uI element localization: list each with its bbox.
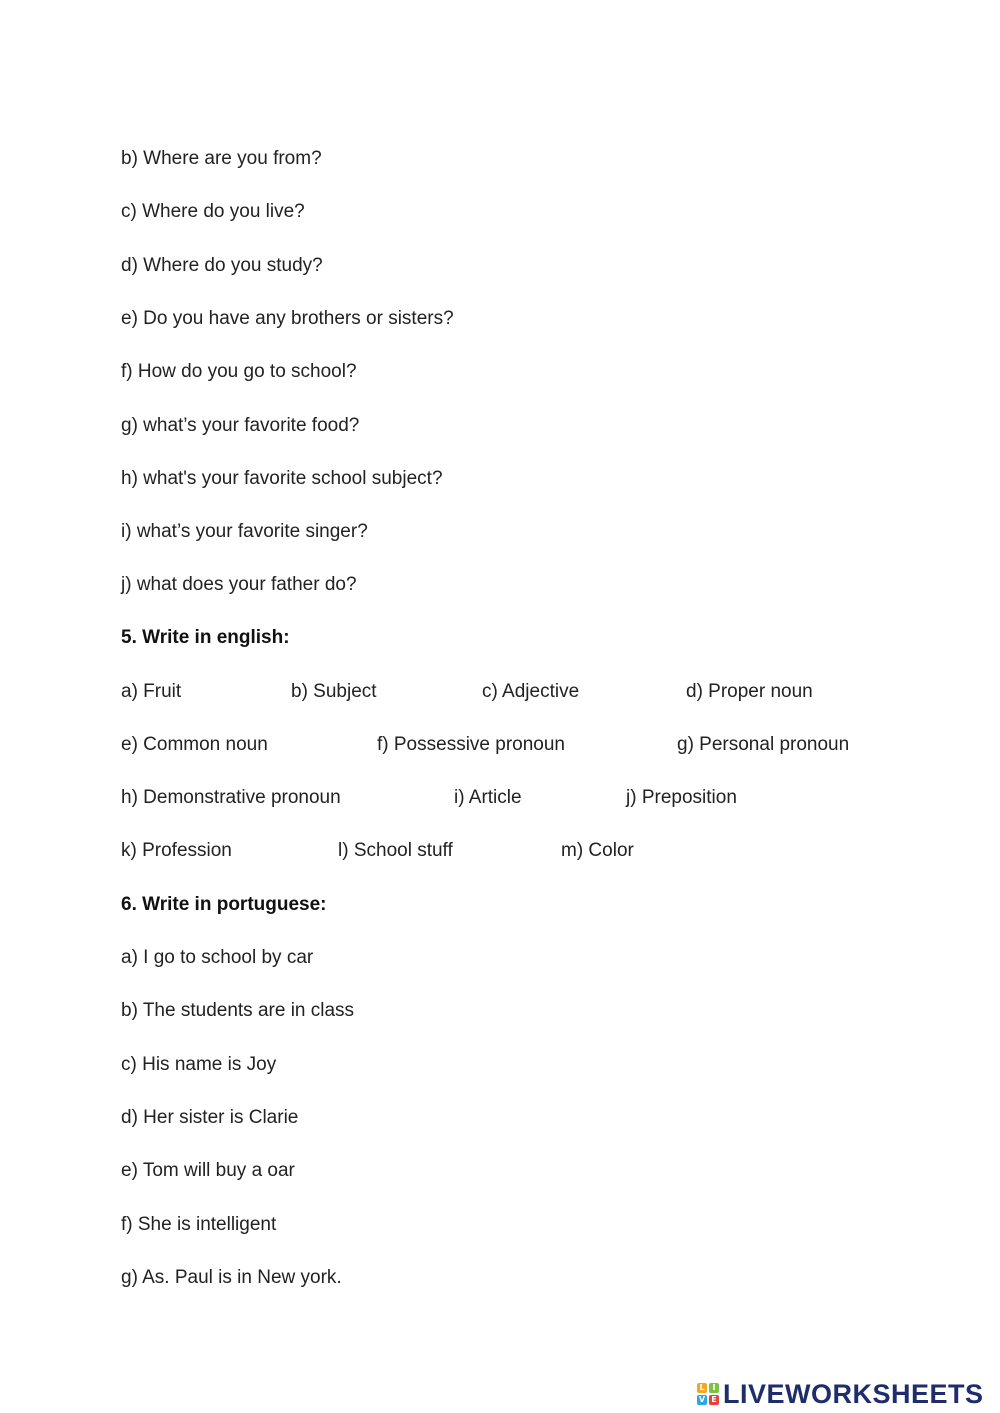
vocab-item: h) Demonstrative pronoun (121, 787, 341, 808)
question-item: f) How do you go to school? (121, 361, 357, 382)
vocab-item: e) Common noun (121, 734, 268, 755)
translation-item: a) I go to school by car (121, 947, 314, 968)
vocab-item: j) Preposition (626, 787, 737, 808)
logo-mark-icon (697, 1383, 719, 1405)
question-item: c) Where do you live? (121, 201, 305, 222)
vocab-item: g) Personal pronoun (677, 734, 850, 755)
logo-text: LIVEWORKSHEETS (723, 1378, 984, 1409)
translation-item: e) Tom will buy a oar (121, 1160, 295, 1181)
logo-mark-tile: E (709, 1395, 719, 1405)
vocab-item: k) Profession (121, 840, 232, 861)
vocab-item: d) Proper noun (686, 681, 813, 702)
vocab-item: a) Fruit (121, 681, 182, 702)
section-6-title: 6. Write in portuguese: (121, 894, 327, 915)
translation-item: g) As. Paul is in New york. (121, 1267, 342, 1288)
vocab-item: c) Adjective (482, 681, 580, 702)
vocab-item: b) Subject (291, 681, 377, 702)
question-item: j) what does your father do? (121, 574, 357, 595)
question-item: g) what’s your favorite food? (121, 415, 360, 436)
translation-item: f) She is intelligent (121, 1214, 277, 1235)
translation-item: b) The students are in class (121, 1000, 355, 1021)
question-item: d) Where do you study? (121, 255, 323, 276)
question-item: i) what’s your favorite singer? (121, 521, 368, 542)
logo-mark-tile: L (697, 1383, 707, 1393)
vocab-item: l) School stuff (338, 840, 453, 861)
logo-mark-tile: I (709, 1383, 719, 1393)
vocab-item: i) Article (454, 787, 522, 808)
vocab-item: f) Possessive pronoun (377, 734, 565, 755)
translation-item: c) His name is Joy (121, 1054, 277, 1075)
translation-item: d) Her sister is Clarie (121, 1107, 299, 1128)
section-5-title: 5. Write in english: (121, 627, 290, 648)
logo-mark-tile: V (698, 1395, 706, 1404)
question-item: h) what's your favorite school subject? (121, 468, 443, 489)
liveworksheets-logo (697, 1378, 984, 1410)
question-item: b) Where are you from? (121, 148, 322, 169)
vocab-item: m) Color (561, 840, 634, 861)
question-item: e) Do you have any brothers or sisters? (121, 308, 454, 329)
